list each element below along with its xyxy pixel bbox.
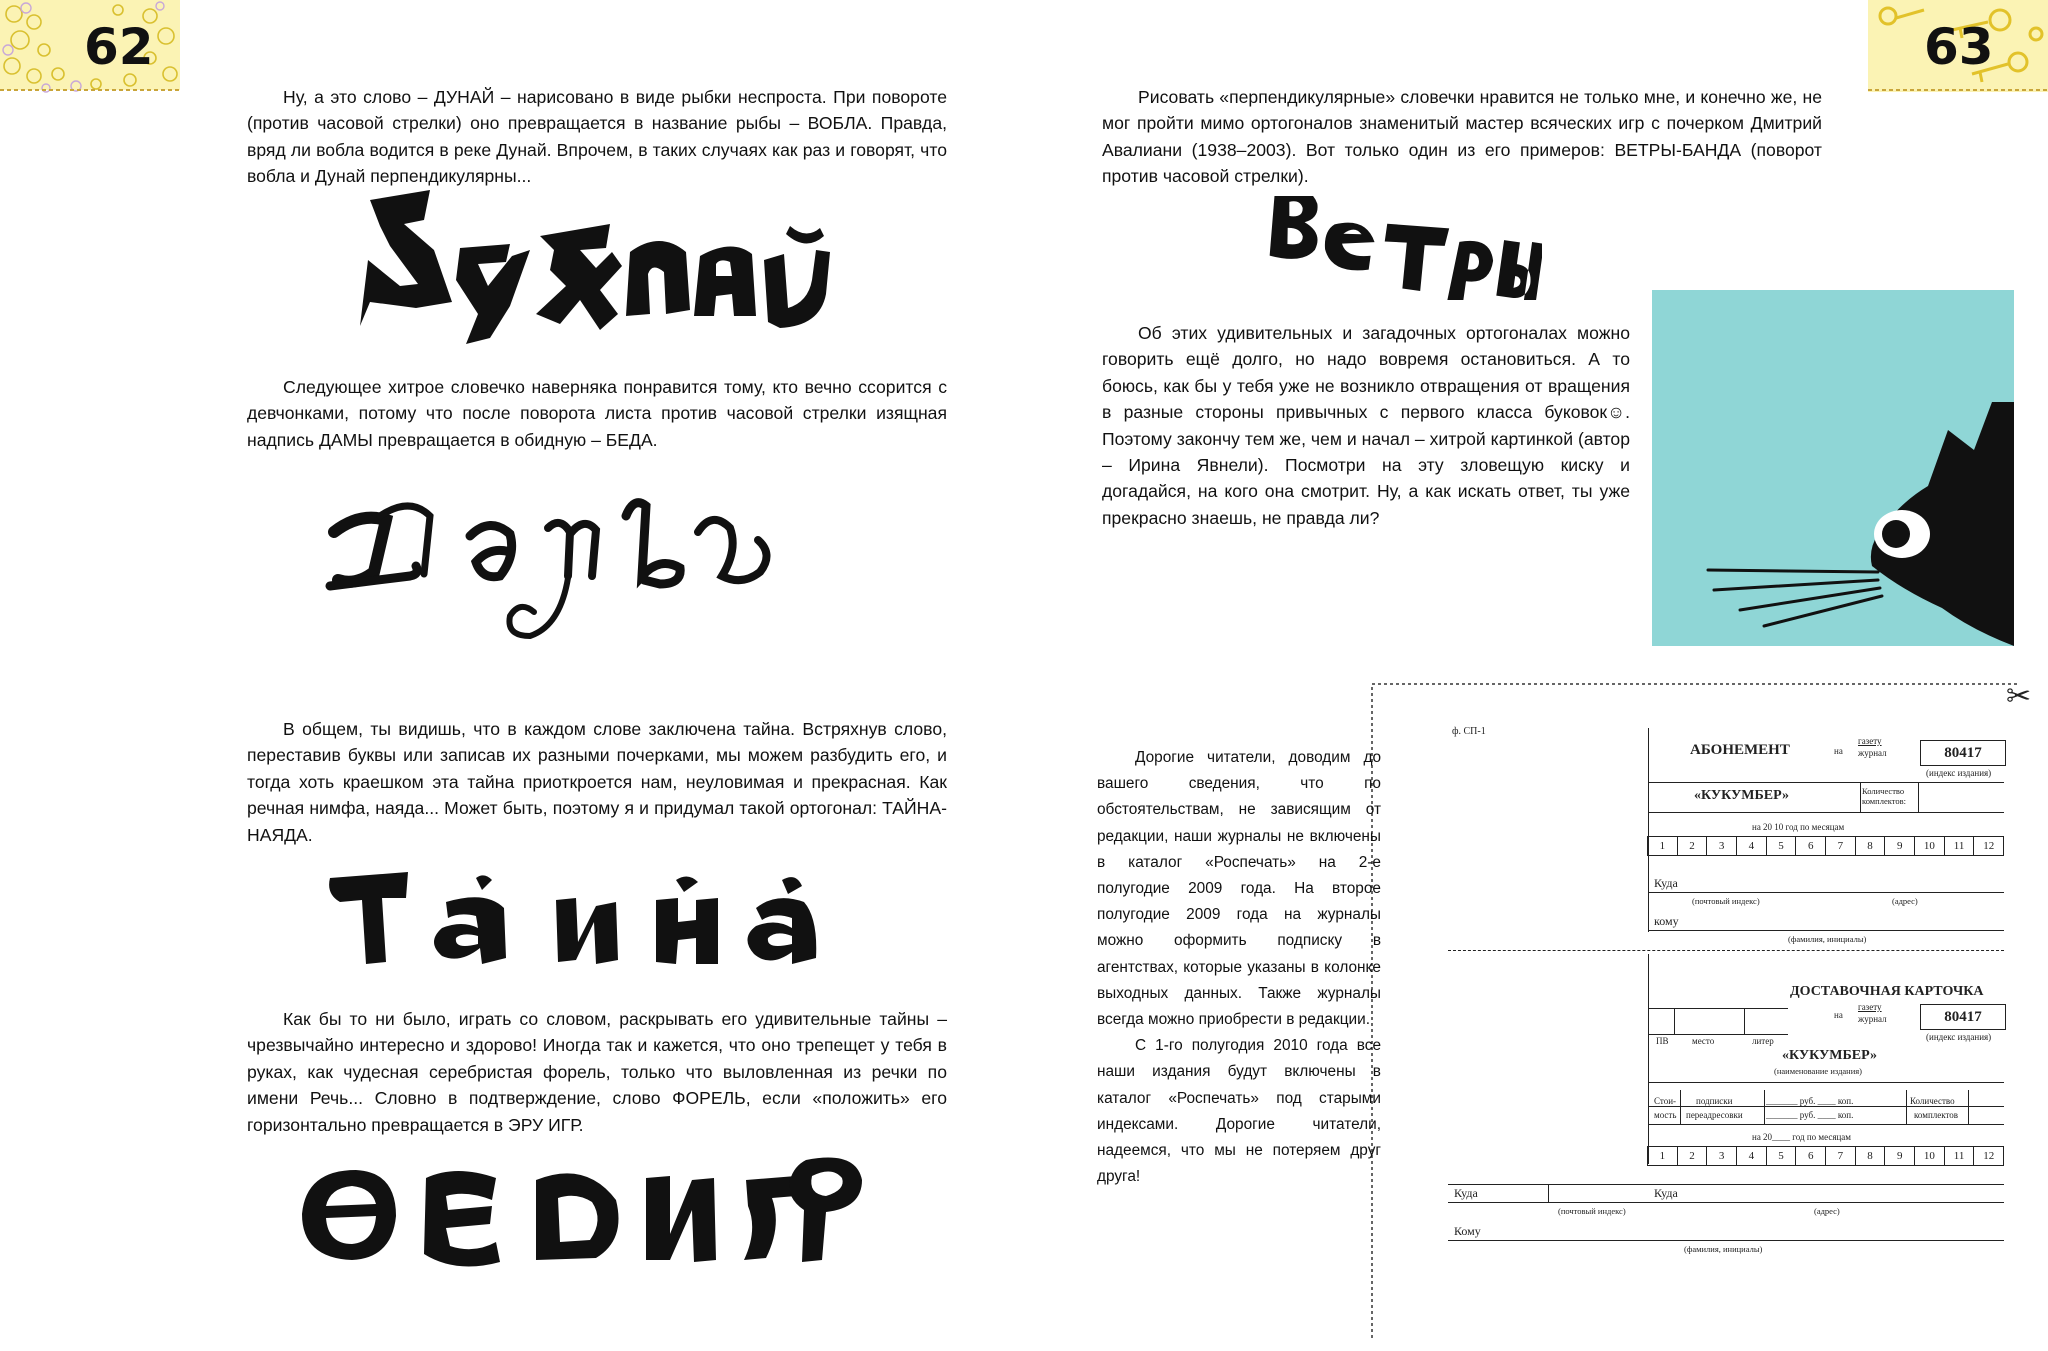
scissors-icon: ✂	[2006, 680, 2032, 713]
paragraph-dunai: Ну, а это слово – ДУНАЙ – нарисовано в виде рыбки неспроста. При повороте (против часовой стрелки) оно превращается в название рыбы – ВОБЛА. Правда, вряд ли вобла водится в реке Дунай. Впрочем, в таких случаях как раз и говорят, что вобла и Дунай перпендикулярны...	[247, 87, 947, 187]
ambigram-damy-image	[320, 476, 780, 656]
publication-name: «КУКУМБЕР»	[1694, 788, 1789, 803]
subscription-title: АБОНЕМЕНТ	[1690, 742, 1790, 758]
paragraph-damy: Следующее хитрое словечко наверняка понравится тому, кто вечно ссорится с девчонками, потому что после поворота листа против часовой стрелки изящная надпись ДАМЫ превращается в обидную – БЕДА.	[247, 377, 947, 450]
ambigram-vetry-image	[1262, 196, 1542, 300]
paragraph-vetry: Рисовать «перпендикулярные» словечки нравится не только мне, и конечно же, не мог пройти мимо ортогоналов знаменитый мастер всяческих игр с почерком Дмитрий Авалиани (1938–2003). Вот только один из его примеров: ВЕТРЫ-БАНДА (поворот против часовой стрелки).	[1102, 87, 1822, 187]
notice-paragraph: С 1-го полугодия 2010 года все наши издания будут включены в каталог «Роспечать» под старыми индексами. Дорогие читатели, надеемся, что мы не потеряем друг друга!	[1097, 1037, 1381, 1186]
delivery-index-box[interactable]: 80417	[1920, 1004, 2006, 1030]
page-number: 62	[84, 18, 154, 76]
delivery-card-title: ДОСТАВОЧНАЯ КАРТОЧКА	[1790, 984, 1984, 999]
form-code: ф. СП-1	[1452, 726, 1486, 737]
paragraph-ortogonaly: Об этих удивительных и загадочных ортогоналах можно говорить ещё долго, но надо вовремя остановиться. А то боюсь, как бы у тебя уже не возникло отвращения от вращения в разные стороны привычных с первого класса буковок☺. Поэтому закончу тем же, чем и начал – хитрой картинкой (автор – Ирина Явнели). Посмотри на эту зловещую киску и догадайся, на кого она смотрит. Ну, а как искать ответ, ты уже прекрасно знаешь, не правда ли?	[1102, 323, 1630, 528]
notice-column	[1097, 745, 1381, 1190]
notice-paragraph: Дорогие читатели, доводим до вашего сведения, что по обстоятельствам, не зависящим от редакции, наши журналы не включены в каталог «Роспечать» на 2-е полугодие 2009 года. На второе полугодие 2009 года на журналы можно оформить подписку в агентствах, которые указаны в колонке выходных данных. Также журналы всегда можно приобрести в редакции.	[1097, 749, 1381, 1029]
months-grid-top: 1 2 3 4 5 6 7 8 9 10 11 12	[1648, 836, 2004, 856]
ambigram-forel-image	[296, 1150, 866, 1270]
paragraph-taina: В общем, ты видишь, что в каждом слове заключена тайна. Встряхнув слово, переставив буквы или записав их разными почерками, мы можем разбудить его, и тогда хоть краешком эта тайна приоткроется нам, неуловимая и прекрасная. Как речная нимфа, наяда... Может быть, поэтому я и придумал такой ортогонал: ТАЙНА-НАЯДА.	[247, 719, 947, 845]
ambigram-dunai-image	[360, 190, 840, 360]
page-number: 63	[1924, 18, 1994, 76]
black-cat-picture	[1652, 290, 2014, 646]
subscription-form: ф. СП-1 АБОНЕМЕНТ на газету журнал 80417 (индекс издания) «КУКУМБЕР» Количество комплектов: на 20 10 год по месяцам 1 2 3 4 5 6 7 8 9 10 11 12 Куда (почтовый индекс) (адрес) кому (фамилия, инициалы) ДОСТАВОЧНАЯ КАРТОЧКА на газету журнал 80417 (индекс издания) ПВ место литер «КУКУМБЕР» (наименование издания) Стои- мость подписки переадресовки _______ руб. ____ коп. _______ руб. ____ коп. Количество комплектов на 20____ год по месяцам 1 2 3 4 5 6 7 8 9 10 11 12 Куда Куда (почтовый индекс) (адрес) Кому (фамилия, инициалы)	[1448, 718, 2008, 1278]
months-grid-bottom: 1 2 3 4 5 6 7 8 9 10 11 12	[1648, 1146, 2004, 1166]
index-box[interactable]: 80417	[1920, 740, 2006, 766]
paragraph-forel: Как бы то ни было, играть со словом, раскрывать его удивительные тайны – чрезвычайно интересно и здорово! Иногда так и кажется, что оно трепещет у тебя в руках, как чудесная серебристая форель, только что выловленная из речки по имени Речь... Словно в подтверждение, слово ФОРЕЛЬ, если «положить» его горизонтально превращается в ЭРУ ИГР.	[247, 1009, 947, 1135]
ambigram-taina-image	[326, 872, 826, 972]
